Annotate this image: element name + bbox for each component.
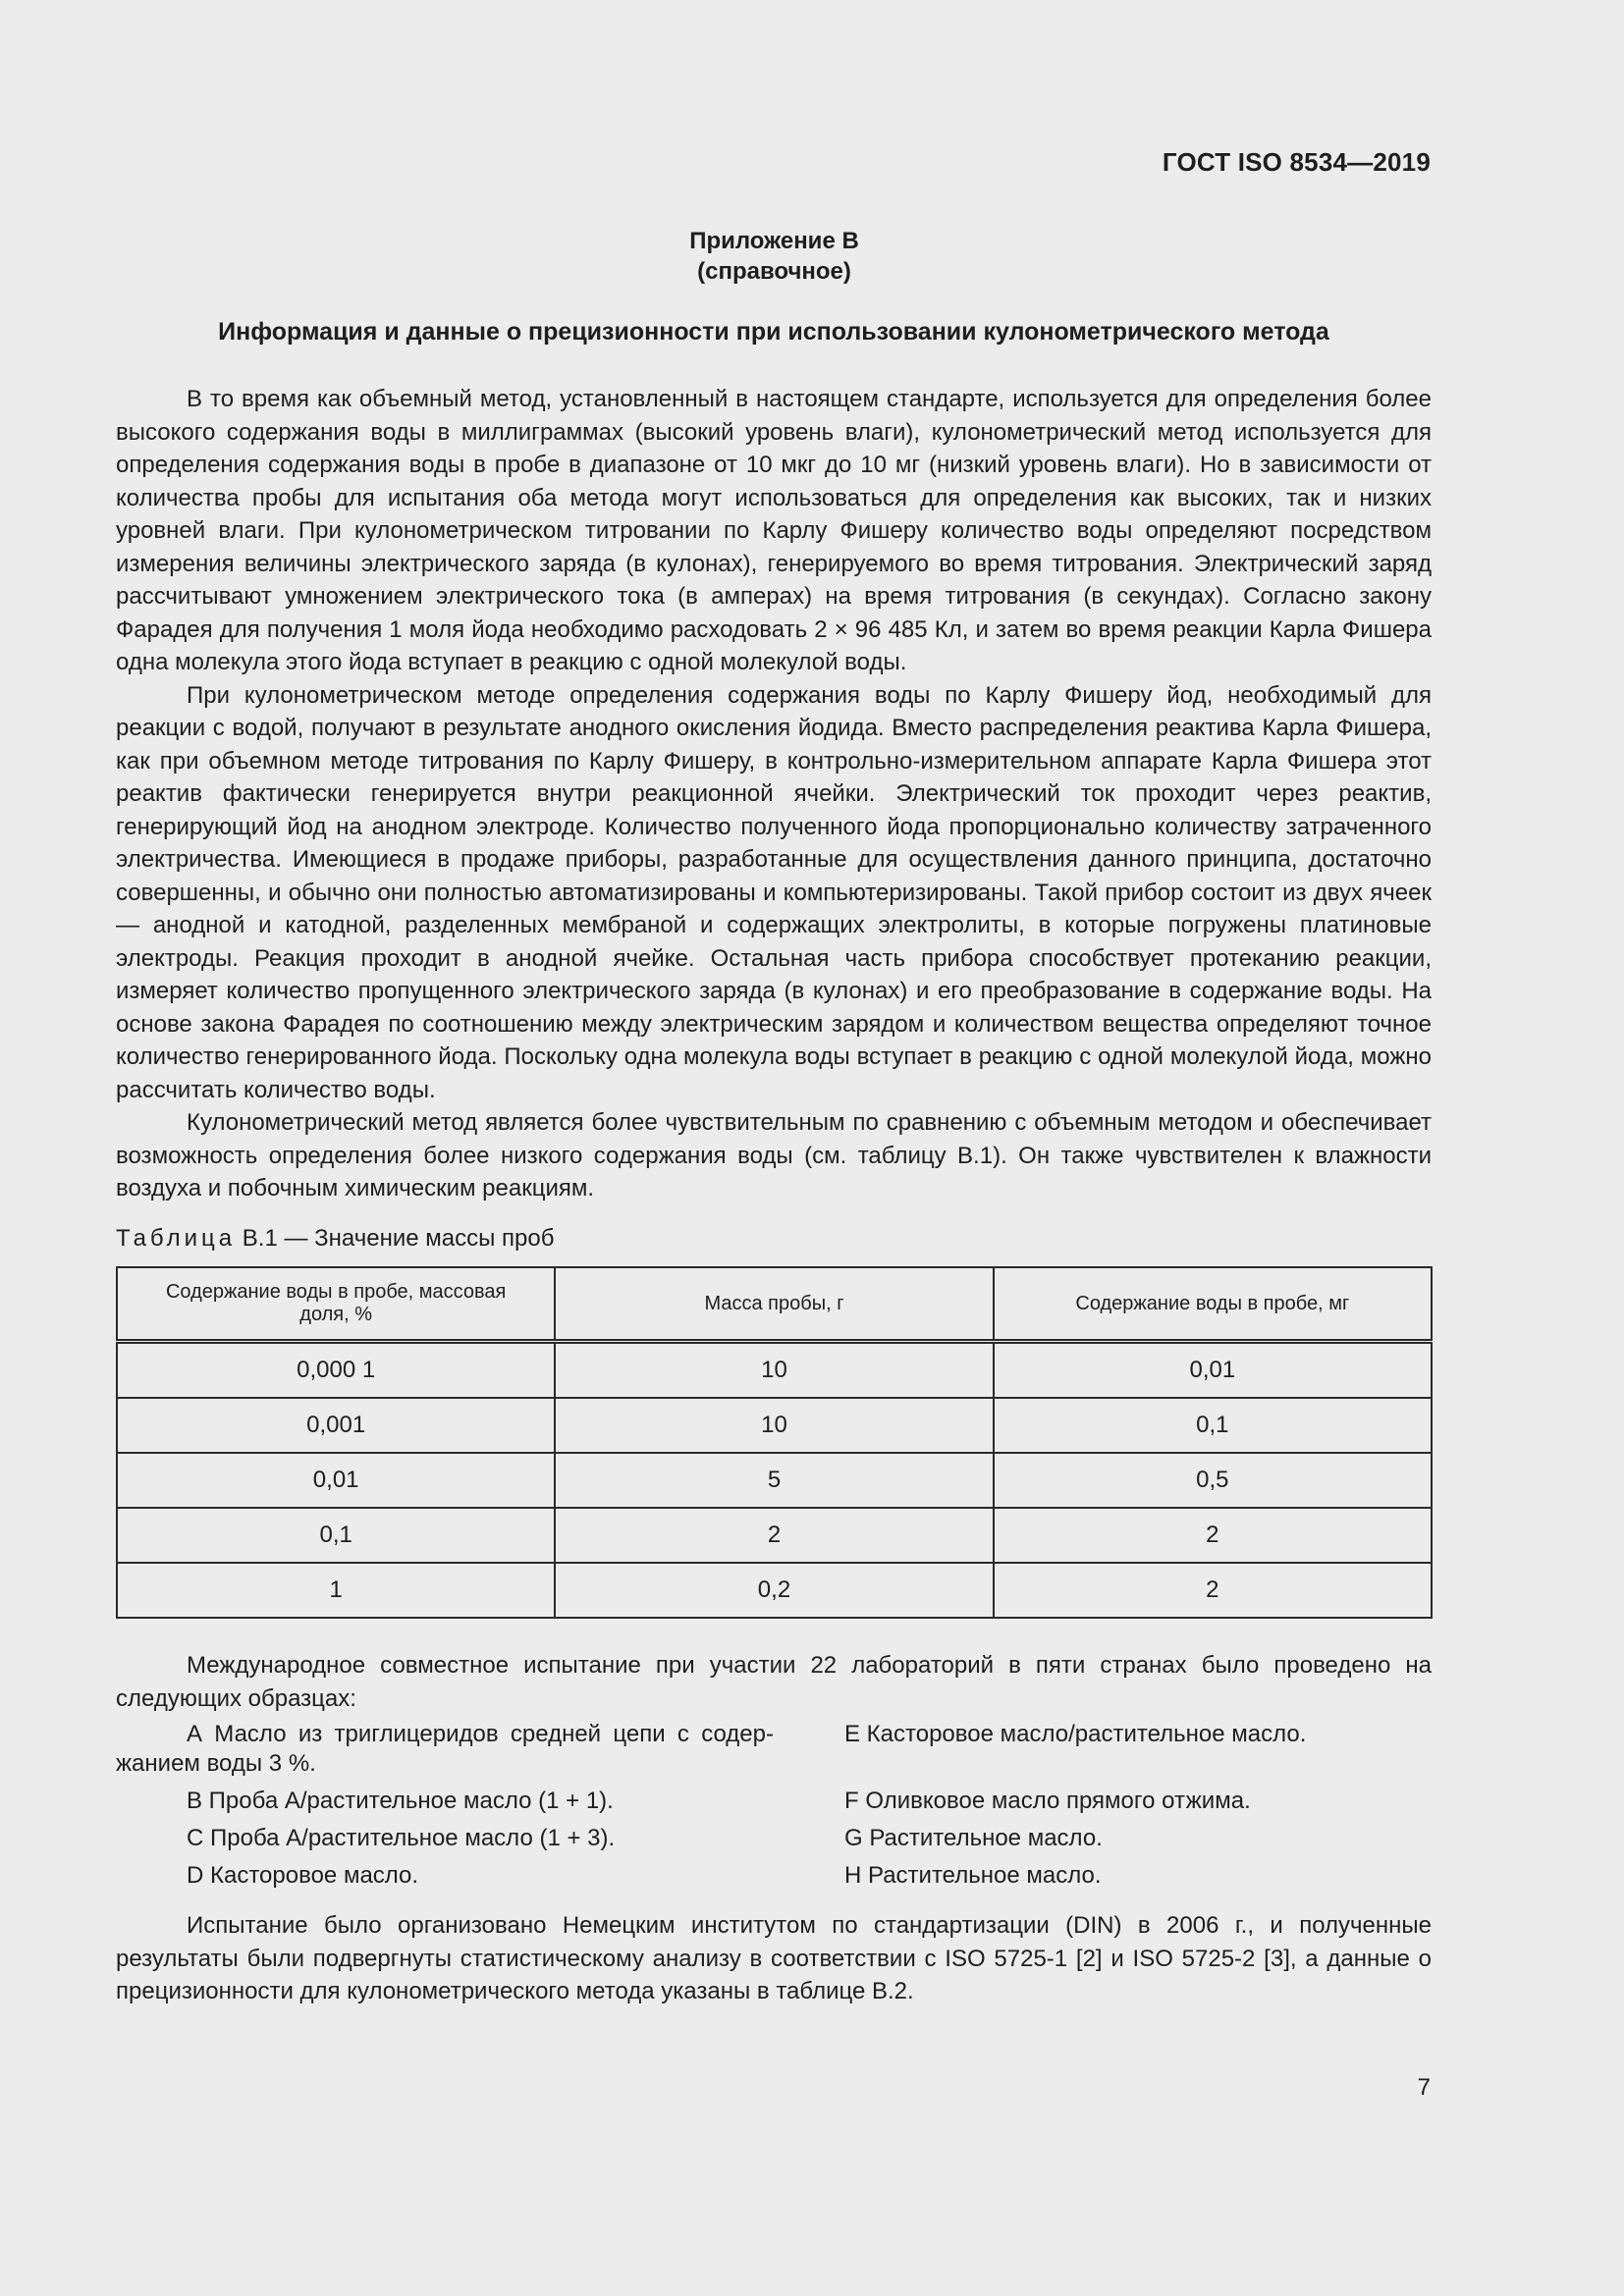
sample-column-left <box>116 1720 774 1891</box>
intro-text <box>116 383 1432 1205</box>
table-cell: 0,01 <box>994 1342 1432 1399</box>
table-cell: 0,5 <box>994 1453 1432 1508</box>
sample-item-e: Е Касторовое масло/растительное масло. <box>844 1721 1307 1747</box>
sample-item-f: F Оливковое масло прямого отжима. <box>844 1788 1251 1814</box>
column-header: Содержание воды в пробе, массовая доля, % <box>117 1267 555 1342</box>
table-cell: 0,000 1 <box>117 1342 555 1399</box>
column-header: Масса пробы, г <box>555 1267 993 1342</box>
after-table-text <box>116 1649 1432 1715</box>
table-cell: 0,1 <box>117 1508 555 1563</box>
annex-heading <box>0 226 1548 287</box>
paragraph: Международное совместное испытание при участии 22 лабораторий в пяти странах было проведено на следующих образцах: <box>116 1652 1432 1712</box>
final-text <box>116 1909 1432 2008</box>
sample-item-c: С Проба А/растительное масло (1 + 3). <box>187 1825 616 1851</box>
table-row <box>117 1453 1432 1508</box>
sample-item-a-line2: жанием воды 3 %. <box>116 1750 316 1777</box>
sample-item-b: В Проба А/растительное масло (1 + 1). <box>187 1788 614 1814</box>
table-cell: 2 <box>994 1563 1432 1618</box>
table-row <box>117 1508 1432 1563</box>
annex-title: Информация и данные о прецизионности при использовании кулонометрического метода <box>218 318 1329 346</box>
table-cell: 0,1 <box>994 1398 1432 1453</box>
paragraph: В то время как объемный метод, установленный в настоящем стандарте, используется для определения более высокого содержания воды в миллиграммах (высокий уровень влаги), кулонометрический метод используется для определения содержания воды в пробе в диапазоне от 10 мкг до 10 мг (низкий уровень влаги). Но в зависимости от количества пробы для испытания оба метода могут использоваться для определения как высоких, так и низких уровней влаги. При кулонометрическом титровании по Карлу Фишеру количество воды определяют посредством измерения величины электрического заряда (в кулонах), генерируемого во время титрования. Электрический заряд рассчитывают умножением электрического тока (в амперах) на время титрования (в секундах). Согласно закону Фарадея для получения 1 моля йода необходимо расходовать 2 × 96 485 Кл, и затем во время реакции Карла Фишера одна молекула этого йода вступает в реакцию с одной молекулой воды. <box>116 386 1432 675</box>
sample-item-h: Н Растительное масло. <box>844 1862 1102 1889</box>
table-caption-text: В.1 — Значение массы проб <box>242 1225 555 1252</box>
table-cell: 10 <box>555 1342 993 1399</box>
paragraph: Испытание было организовано Немецким институтом по стандартизации (DIN) в 2006 г., и полученные результаты были подвергнуты статистическому анализу в соответствии с ISO 5725-1 [2] и ISO 5725-2 [3], а данные о прецизионности для кулонометрического метода указаны в таблице В.2. <box>116 1912 1432 2004</box>
page-number: 7 <box>1417 2074 1431 2101</box>
table-header-row <box>117 1267 1432 1342</box>
table-row <box>117 1342 1432 1399</box>
paragraph: При кулонометрическом методе определения содержания воды по Карлу Фишеру йод, необходимый для реакции с водой, получают в результате анодного окисления йодида. Вместо распределения реактива Карла Фишера, как при объемном методе титрования по Карлу Фишеру, в контрольно-измерительном аппарате Карла Фишера этот реактив фактически генерируется внутри реакционной ячейки. Электрический ток проходит через реактив, генерирующий йод на анодном электроде. Количество полученного йода пропорционально количеству затраченного электричества. Имеющиеся в продаже приборы, разработанные для осуществления данного принципа, достаточно совершенны, и обычно они полностью автоматизированы и компьютеризированы. Такой прибор состоит из двух ячеек — анодной и катодной, разделенных мембраной и содержащих электролиты, в которые погружены платиновые электроды. Реакция проходит в анодной ячейке. Остальная часть прибора способствует протеканию реакции, измеряет количество пропущенного электрического заряда (в кулонах) и его преобразование в содержание воды. На основе закона Фарадея по соотношению между электрическим зарядом и количеством вещества определяют точное количество генерированного йода. Поскольку одна молекула воды вступает в реакцию с одной молекулой йода, можно рассчитать количество воды. <box>116 681 1432 1103</box>
table-cell: 0,01 <box>117 1453 555 1508</box>
sample-mass-table <box>116 1266 1433 1619</box>
table-cell: 2 <box>555 1508 993 1563</box>
sample-item-a-line1: А Масло из триглицеридов средней цепи с содер- <box>187 1721 774 1747</box>
table-row <box>117 1563 1432 1618</box>
paragraph: Кулонометрический метод является более чувствительным по сравнению с объемным методом и обеспечивает возможность определения более низкого содержания воды (см. таблицу В.1). Он также чувствителен к влажности воздуха и побочным химическим реакциям. <box>116 1109 1432 1201</box>
document-header-code: ГОСТ ISO 8534—2019 <box>1162 147 1431 177</box>
column-header: Содержание воды в пробе, мг <box>994 1267 1432 1342</box>
table-cell: 0,001 <box>117 1398 555 1453</box>
table-cell: 5 <box>555 1453 993 1508</box>
sample-item-d: D Касторовое масло. <box>187 1862 419 1889</box>
annex-label: Приложение В <box>689 228 859 254</box>
sample-item-g: G Растительное масло. <box>844 1825 1103 1851</box>
table-caption <box>116 1225 554 1253</box>
annex-status: (справочное) <box>697 258 851 285</box>
table-caption-word: Таблица <box>116 1225 237 1252</box>
table-cell: 2 <box>994 1508 1432 1563</box>
sample-column-right <box>844 1720 1434 1891</box>
table-row <box>117 1398 1432 1453</box>
table-cell: 10 <box>555 1398 993 1453</box>
table-cell: 0,2 <box>555 1563 993 1618</box>
table-cell: 1 <box>117 1563 555 1618</box>
